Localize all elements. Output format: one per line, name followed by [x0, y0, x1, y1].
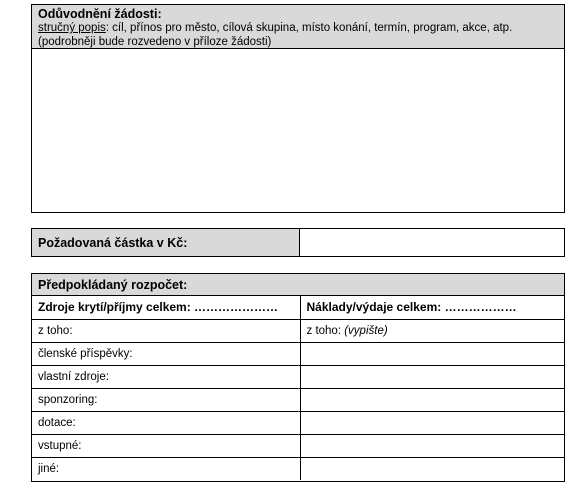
budget-section [31, 273, 565, 482]
table-row [32, 434, 564, 457]
expense-cell[interactable] [300, 388, 564, 411]
expense-of-which-label: z toho: [306, 324, 345, 337]
income-row-label: jiné: [32, 457, 300, 480]
income-total-header: Zdroje krytí/příjmy celkem: ………………… [32, 296, 300, 319]
requested-amount-row [31, 228, 565, 257]
table-row [32, 319, 564, 342]
table-row [32, 388, 564, 411]
expense-total-header: Náklady/výdaje celkem: ……………… [300, 296, 564, 319]
requested-amount-label: Požadovaná částka v Kč: [32, 229, 300, 256]
justification-text-area[interactable] [32, 49, 564, 212]
income-row-label: vlastní zdroje: [32, 365, 300, 388]
expense-cell[interactable] [300, 411, 564, 434]
table-row [32, 457, 564, 480]
income-row-label: dotace: [32, 411, 300, 434]
income-row-label: vstupné: [32, 434, 300, 457]
requested-amount-field[interactable] [300, 229, 564, 256]
table-row [32, 365, 564, 388]
expense-cell[interactable] [300, 457, 564, 480]
expense-cell[interactable] [300, 434, 564, 457]
budget-title: Předpokládaný rozpočet: [32, 274, 564, 296]
brief-description-line [38, 21, 558, 35]
expense-of-which-cell [300, 319, 564, 342]
table-row [32, 342, 564, 365]
brief-description-text: : cíl, přínos pro město, cílová skupina, místo konání, termín, program, akce, atp. [105, 22, 513, 34]
income-of-which-label: z toho: [32, 319, 300, 342]
table-row [32, 296, 564, 319]
brief-description-label: stručný popis [38, 22, 106, 34]
income-row-label: členské příspěvky: [32, 342, 300, 365]
expense-cell[interactable] [300, 365, 564, 388]
justification-header [32, 5, 564, 49]
justification-section [31, 4, 565, 213]
budget-table [32, 296, 564, 480]
table-row [32, 411, 564, 434]
expense-of-which-hint: (vypište) [344, 324, 388, 337]
income-row-label: sponzoring: [32, 388, 300, 411]
expense-cell[interactable] [300, 342, 564, 365]
detail-note: (podrobněji bude rozvedeno v příloze žádosti) [38, 36, 272, 48]
justification-title: Odůvodnění žádosti: [38, 7, 162, 21]
